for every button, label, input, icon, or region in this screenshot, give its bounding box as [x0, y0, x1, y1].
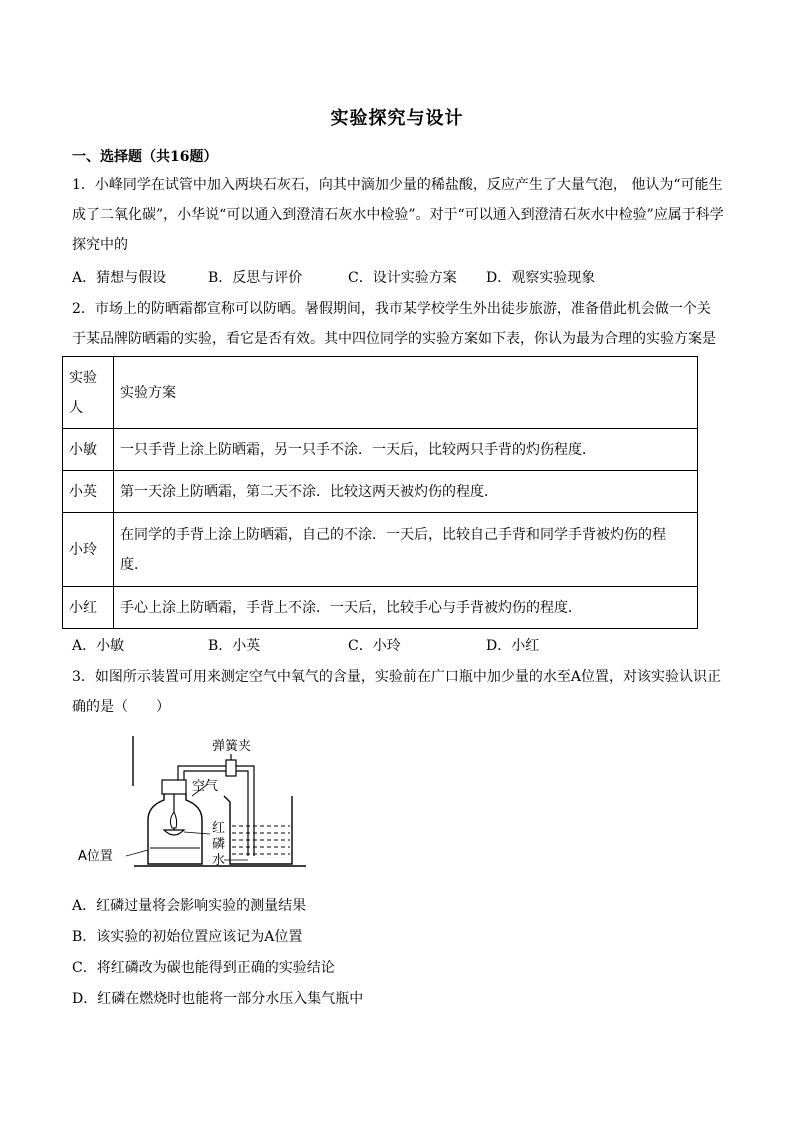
water-label: 水 [212, 853, 226, 868]
table-header-row [63, 357, 698, 429]
table-row [63, 471, 698, 513]
page-title: 实验探究与设计 [330, 108, 464, 129]
question-2-options [72, 634, 724, 658]
stopper [162, 780, 186, 794]
position-a-label: A位置 [78, 849, 113, 864]
table-header-cell: 实验人 [63, 357, 114, 429]
question-1-options [72, 266, 724, 290]
table-cell-plan: 在同学的手背上涂上防晒霜，自己的不涂．一天后，比较自己手背和同学手背被灼伤的程度． [114, 513, 698, 587]
spring-clamp [226, 760, 236, 776]
phosphorus-label-1: 红 [212, 821, 226, 836]
table-cell-person: 小红 [63, 587, 114, 629]
phosphorus-label-2: 磷 [212, 837, 226, 852]
q1-option-d[interactable]: D．观察实验现象 [486, 270, 596, 286]
q2-option-d[interactable]: D．小红 [486, 638, 540, 654]
table-cell-person: 小敏 [63, 429, 114, 471]
q2-option-a[interactable]: A．小敏 [72, 638, 125, 654]
q3-option-a[interactable]: A．红磷过量将会影响实验的测量结果 [72, 898, 307, 914]
experiment-plan-table [62, 356, 698, 629]
question-3-stem: 3．如图所示装置可用来测定空气中氧气的含量，实验前在广口瓶中加少量的水至A位置，对该实验认识正确的是（ ） [72, 669, 722, 715]
section-heading: 一、选择题（共16题） [72, 149, 218, 165]
table-header-cell: 实验方案 [114, 357, 698, 429]
q1-option-a[interactable]: A．猜想与假设 [72, 270, 167, 286]
q3-option-b[interactable]: B．该实验的初始位置应该记为A位置 [72, 929, 303, 945]
q2-option-b[interactable]: B．小英 [208, 638, 261, 654]
table-row [63, 429, 698, 471]
q1-option-c[interactable]: C．设计实验方案 [348, 270, 457, 286]
question-2-stem: 2．市场上的防晒霜都宣称可以防晒。暑假期间，我市某学校学生外出徒步旅游，准备借此机会做一个关于某品牌防晒霜的实验，看它是否有效。其中四位同学的实验方案如下表，你认为最为合理的实验方案是 [72, 301, 716, 347]
air-label: 空气 [192, 779, 219, 794]
beaker-water [232, 826, 290, 854]
table-row [63, 513, 698, 587]
oxygen-measurement-apparatus [78, 734, 338, 872]
q2-option-c[interactable]: C．小玲 [348, 638, 401, 654]
question-1-stem: 1．小峰同学在试管中加入两块石灰石，向其中滴加少量的稀盐酸，反应产生了大量气泡， 他认为“可能生成了二氧化碳”，小华说“可以通入到澄清石灰水中检验”。对于“可以通入到澄清石灰水中检验”应属于科学探究中的 [72, 177, 724, 253]
q3-option-d[interactable]: D．红磷在燃烧时也能将一部分水压入集气瓶中 [72, 991, 364, 1007]
burning-spoon [164, 830, 184, 835]
table-cell-person: 小玲 [63, 513, 114, 587]
q1-option-b[interactable]: B．反思与评价 [208, 270, 303, 286]
flame-icon [170, 812, 176, 828]
table-cell-person: 小英 [63, 471, 114, 513]
table-row [63, 587, 698, 629]
collecting-bottle [148, 794, 202, 864]
clamp-label: 弹簧夹 [212, 739, 252, 754]
table-cell-plan: 手心上涂上防晒霜，手背上不涂．一天后，比较手心与手背被灼伤的程度． [114, 587, 698, 629]
q3-option-c[interactable]: C．将红磷改为碳也能得到正确的实验结论 [72, 960, 335, 976]
table-cell-plan: 一只手背上涂上防晒霜，另一只手不涂．一天后，比较两只手背的灼伤程度． [114, 429, 698, 471]
table-cell-plan: 第一天涂上防晒霜，第二天不涂．比较这两天被灼伤的程度． [114, 471, 698, 513]
